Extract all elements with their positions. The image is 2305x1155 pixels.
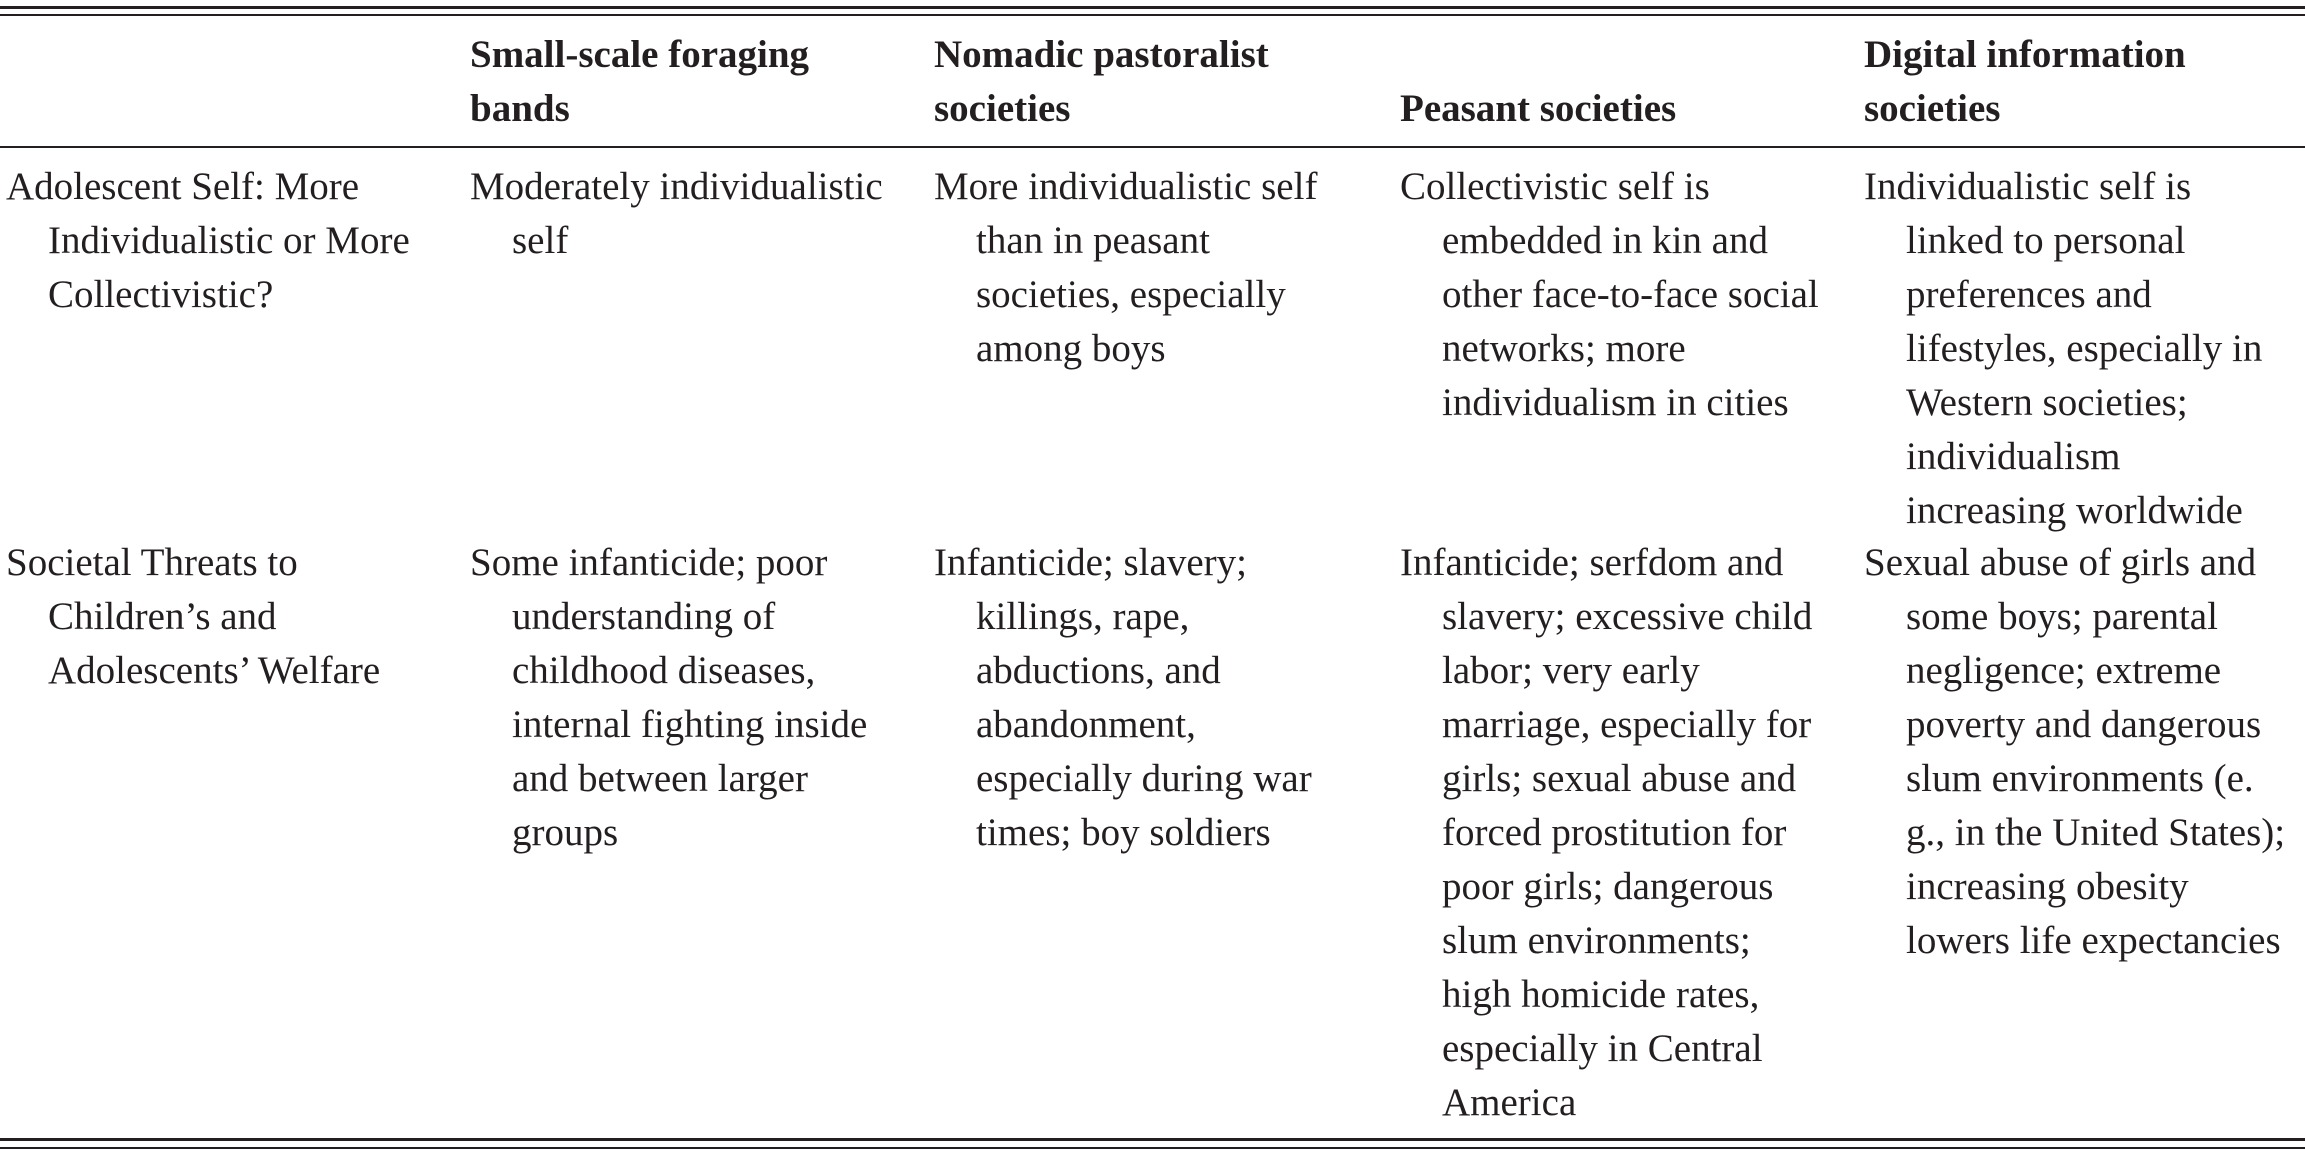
row-1-peasant-first: Collectivistic self is — [1400, 165, 1710, 208]
row-1-peasant-rest-3: networks; more — [1442, 327, 1686, 370]
row-2-label-first: Societal Threats to — [6, 541, 298, 584]
header-foraging-line-2: bands — [470, 87, 570, 130]
row-2-peasant-rest-6: poor girls; dangerous — [1442, 865, 1774, 908]
row-2-pastoralist-rest-1: killings, rape, — [976, 595, 1190, 638]
row-2-peasant-first: Infanticide; serfdom and — [1400, 541, 1784, 584]
row-1-digital-rest-6: increasing worldwide — [1906, 489, 2243, 532]
row-1-pastoralist-rest-2: societies, especially — [976, 273, 1286, 316]
header-rule — [0, 146, 2305, 148]
row-2-peasant-rest-1: slavery; excessive child — [1442, 595, 1813, 638]
row-2-peasant-rest-8: high homicide rates, — [1442, 973, 1760, 1016]
header-cell-peasant — [1400, 28, 1850, 136]
row-2-digital-rest-3: poverty and dangerous — [1906, 703, 2262, 746]
row-2-foraging-rest-5: groups — [512, 811, 619, 854]
row-2-digital-cell — [1864, 536, 2304, 968]
header-pastoralist-line-2: societies — [934, 87, 1071, 130]
header-pastoralist-line-1: Nomadic pastoralist — [934, 33, 1269, 76]
row-2-pastoralist-rest-2: abductions, and — [976, 649, 1221, 692]
row-2-peasant-rest-7: slum environments; — [1442, 919, 1751, 962]
row-2-digital-rest-5: g., in the United States); — [1906, 811, 2286, 854]
row-2-digital-first: Sexual abuse of girls and — [1864, 541, 2257, 584]
header-cell-foraging-bands — [470, 28, 920, 136]
row-1-digital-first: Individualistic self is — [1864, 165, 2192, 208]
row-2-peasant-rest-4: girls; sexual abuse and — [1442, 757, 1797, 800]
row-2-pastoralist-rest-5: times; boy soldiers — [976, 811, 1271, 854]
row-2-peasant-cell — [1400, 536, 1860, 1130]
row-1-peasant-cell — [1400, 160, 1860, 430]
row-1-pastoralist-rest-1: than in peasant — [976, 219, 1210, 262]
row-2-foraging-first: Some infanticide; poor — [470, 541, 828, 584]
row-2-peasant-rest-2: labor; very early — [1442, 649, 1700, 692]
row-2-foraging-cell — [470, 536, 930, 860]
row-1-digital-rest-3: lifestyles, especially in — [1906, 327, 2263, 370]
row-1-label-cell — [6, 160, 466, 322]
header-cell-pastoralist — [934, 28, 1384, 136]
row-2-foraging-rest-1: understanding of — [512, 595, 776, 638]
bottom-rule-outer — [0, 1147, 2305, 1149]
row-2-digital-rest-1: some boys; parental — [1906, 595, 2218, 638]
row-1-pastoralist-first: More individualistic self — [934, 165, 1318, 208]
row-2-pastoralist-rest-4: especially during war — [976, 757, 1312, 800]
row-2-peasant-rest-3: marriage, especially for — [1442, 703, 1812, 746]
row-1-label-first: Adolescent Self: More — [6, 165, 360, 208]
row-1-peasant-rest-4: individualism in cities — [1442, 381, 1789, 424]
row-2-foraging-rest-2: childhood diseases, — [512, 649, 816, 692]
row-2-foraging-rest-4: and between larger — [512, 757, 808, 800]
row-1-label-rest-1: Individualistic or More — [48, 219, 410, 262]
row-2-pastoralist-first: Infanticide; slavery; — [934, 541, 1247, 584]
row-1-peasant-rest-1: embedded in kin and — [1442, 219, 1768, 262]
row-1-foraging-rest-1: self — [512, 219, 569, 262]
header-cell-row-label — [6, 28, 456, 136]
header-peasant-line-1 — [1400, 28, 1850, 82]
row-2-pastoralist-cell — [934, 536, 1394, 860]
row-1-digital-rest-4: Western societies; — [1906, 381, 2188, 424]
row-2-label-rest-1: Children’s and — [48, 595, 277, 638]
row-2-digital-rest-7: lowers life expectancies — [1906, 919, 2281, 962]
row-2-digital-rest-4: slum environments (e. — [1906, 757, 2254, 800]
row-1-foraging-cell — [470, 160, 930, 268]
row-2-label-rest-2: Adolescents’ Welfare — [48, 649, 381, 692]
row-1-pastoralist-cell — [934, 160, 1394, 376]
header-digital-line-1: Digital information — [1864, 33, 2186, 76]
row-1-digital-rest-2: preferences and — [1906, 273, 2152, 316]
header-foraging-line-1: Small-scale foraging — [470, 33, 810, 76]
bottom-rule-inner — [0, 1138, 2305, 1141]
row-1-pastoralist-rest-3: among boys — [976, 327, 1166, 370]
row-1-digital-rest-1: linked to personal — [1906, 219, 2186, 262]
row-2-peasant-rest-5: forced prostitution for — [1442, 811, 1787, 854]
header-peasant-line-2: Peasant societies — [1400, 87, 1677, 130]
row-1-digital-rest-5: individualism — [1906, 435, 2121, 478]
top-rule-outer — [0, 6, 2305, 9]
row-1-digital-cell — [1864, 160, 2304, 538]
row-2-digital-rest-2: negligence; extreme — [1906, 649, 2222, 692]
row-2-digital-rest-6: increasing obesity — [1906, 865, 2189, 908]
row-1-label-rest-2: Collectivistic? — [48, 273, 274, 316]
row-2-foraging-rest-3: internal fighting inside — [512, 703, 868, 746]
header-digital-line-2: societies — [1864, 87, 2001, 130]
top-rule-inner — [0, 14, 2305, 16]
row-2-pastoralist-rest-3: abandonment, — [976, 703, 1196, 746]
row-2-label-cell — [6, 536, 466, 698]
row-2-peasant-rest-10: America — [1442, 1081, 1577, 1124]
row-2-peasant-rest-9: especially in Central — [1442, 1027, 1763, 1070]
header-cell-digital — [1864, 28, 2304, 136]
row-1-foraging-first: Moderately individualistic — [470, 165, 883, 208]
row-1-peasant-rest-2: other face-to-face social — [1442, 273, 1819, 316]
